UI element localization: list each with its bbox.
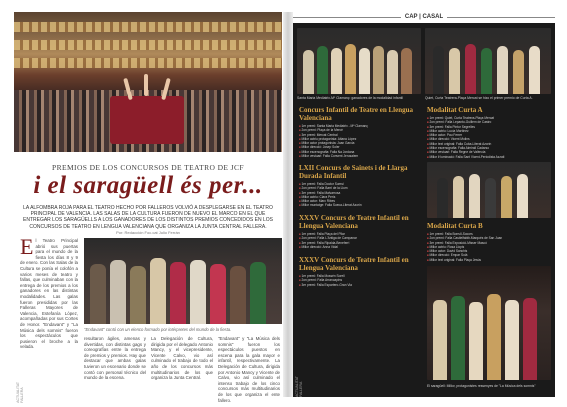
person <box>523 298 537 380</box>
award-line: ■ Millor escenografia: Falla Almirall Cadarso <box>427 146 551 150</box>
award-line: ■ 2on premi: Falla Arrancapins <box>299 278 421 282</box>
award-line: ■ Millor actriu: Lucía Martínez <box>427 129 551 133</box>
award-category-title: Concurs Infantil de Teatre en Llengua Valenciana <box>299 106 414 122</box>
body-column-1 <box>20 234 78 350</box>
award-line: ■ 3er premi: Falla Espartero-Gran Via <box>299 283 421 287</box>
person <box>485 178 496 218</box>
person <box>451 296 465 380</box>
person <box>437 178 448 218</box>
person <box>529 46 540 94</box>
cast-photo-large <box>427 266 551 380</box>
winners-photo-1 <box>297 28 421 94</box>
award-list <box>299 124 421 158</box>
body-text: l Teatro Principal abrió sus puertas para el mundo de la fiesta los días 8 y 9 de enero. Con las Salas de la Cultura se ponía el colofón a varios meses de teatro y fallas, que culminaban con la entrega de los premios a los ganadores en las distintas modalidades. Las galas fueron presididas por las Falleras Mayores de Valencia, Estefanía López, acompañadas por sus Cortes de Honor. "Endavant" y "La Música dels somnis" fueron los espectáculos que pusieron el broche a la velada. <box>20 238 78 350</box>
award-line: ■ 3er premi: Falla Exposició-Misser Mascó <box>427 241 551 245</box>
performer <box>190 260 206 324</box>
award-line: ■ Millor escenografia: Falla Na Jordana <box>299 150 421 154</box>
body-column-2: resultaron ágiles, amenas y divertidas, con distintas gags y coreografías entre la entrega de premios y premios. Hay que destacar que ambas galas tuvieron un escenario donde se contó con personal técnico del mundo de la escena. <box>84 336 146 381</box>
award-category-title: LXII Concurs de Sainets i de Llarga Durada Infantil <box>299 164 408 180</box>
performer <box>150 258 166 324</box>
winners-photo-2 <box>425 28 551 94</box>
award-line: ■ 1er premi: Falla Mossén Sorell <box>299 274 421 278</box>
award-list <box>299 182 421 208</box>
page-folio: ACTUALITAT FALLERA <box>295 376 303 397</box>
award-line: ■ Millor muntatge: Falla Sueca-Literat Azorín <box>299 203 421 207</box>
award-category-title: Modalitat Curta B <box>427 222 483 230</box>
performer <box>230 266 246 324</box>
person <box>453 176 464 218</box>
performer <box>110 260 126 324</box>
photo-caption: "Endavant" contó con un elenco formado por intérpretes del mundo de la fiesta. <box>84 327 232 332</box>
award-category-title: XXXV Concurs de Teatre Infantil en Llengua Valenciana <box>299 214 409 230</box>
balcony-tier <box>14 40 282 50</box>
photo-caption: Quiet, Curta Teatrera-Plaça Mercat se hizo el primer premio de Curta A. <box>425 96 533 100</box>
award-list <box>299 232 421 249</box>
person <box>303 50 314 94</box>
performer <box>90 264 106 324</box>
person <box>433 46 444 94</box>
award-line: ■ Millor actor: Pau Ferrer <box>427 133 551 137</box>
person <box>487 294 501 380</box>
award-list <box>427 116 551 159</box>
right-page <box>293 12 555 397</box>
body-column-4: "Endavant" y "La Música dels somnis" fueron los espectáculos puestos en escena para la gala mayor e infantil, respectivamente. La Delegación de Cultura, dirigida por Antonio Mancy y Vicente de Calvo, vio así culminado el intenso trabajo de los cinco concursos más multitudinarios de los que organiza el ente fallero. <box>218 336 280 403</box>
person <box>359 48 370 94</box>
person <box>469 302 483 380</box>
award-line: ■ 2on premi: Falla Castielfabib-Marqués de San Juan <box>427 236 551 240</box>
award-line: ■ Millor actriu protagonista: Aitana López <box>299 137 421 141</box>
section-label: CAP | CASAL <box>401 14 447 20</box>
person <box>513 50 524 94</box>
balcony-tier <box>14 58 282 68</box>
photo-caption: El saragüell: Millor, protagonistes ressenyes de "La Música dels somnis" <box>427 384 536 388</box>
person <box>469 174 480 218</box>
award-line: ■ 3er premi: Falla Ripalda-Beneferri <box>299 241 421 245</box>
person <box>465 44 476 94</box>
performer <box>130 266 146 324</box>
award-line: ■ 1er premi: Falla Plaça del Pilar <box>299 232 421 236</box>
award-line: ■ Millor actriu: Rosa Llopis <box>427 245 551 249</box>
photo-caption: Santa Maria Mediatrix-Mº Clamanç: ganadores de la modalidad infantil <box>297 96 404 100</box>
award-line: ■ Millor actriu: Clara Peris <box>299 195 421 199</box>
raised-arm <box>144 74 148 96</box>
award-line: ■ Millor il·luminació: Falla Sant Vicent-Periodista Azzati <box>427 155 551 159</box>
balcony-tier <box>14 22 282 32</box>
award-line: ■ 2on premi: Falla L'Antiga de Campanar <box>299 236 421 240</box>
award-line: ■ Millor text original: Falla Cuba-Literat Azorín <box>427 142 551 146</box>
award-line: ■ Millor actor: Marc Ribes <box>299 199 421 203</box>
person <box>401 48 412 94</box>
award-category-title: XXXV Concurs de Teatre Infantil en Llengua Valenciana <box>299 256 409 272</box>
performer <box>250 262 266 324</box>
award-line: ■ 1er premi: Santa Maria Mediatrix - Mª Clamanç <box>299 124 421 128</box>
award-line: ■ Millor actor: David Sanchis <box>427 249 551 253</box>
person <box>481 48 492 94</box>
article-kicker: PREMIOS DE LOS CONCURSOS DE TEATRO DE JCF <box>52 163 244 172</box>
page-folio: ACTUALITAT FALLERA <box>16 382 24 403</box>
award-line: ■ 1er premi: Falla Borrull-Socors <box>427 232 551 236</box>
stage-cast-photo <box>84 238 282 324</box>
award-line: ■ 1er premi: Falla Doctor Sumsi <box>299 182 421 186</box>
person <box>317 46 328 94</box>
section-header <box>293 12 555 23</box>
award-line: ■ Millor direcció: Empar Solà <box>427 253 551 257</box>
section-label-wrap <box>293 12 555 23</box>
award-line: ■ 2on premi: Plaça de la Mercè <box>299 128 421 132</box>
person <box>517 174 528 218</box>
performer <box>210 264 226 324</box>
award-line: ■ Millor direcció: Anna Vidal <box>299 245 421 249</box>
award-line: ■ Millor direcció: Josep Soler <box>299 145 421 149</box>
article-headline: i el saragüell és per... <box>33 172 263 199</box>
person <box>331 48 342 94</box>
person <box>345 44 356 94</box>
winners-photo-3 <box>427 162 551 218</box>
award-category-title: Modalitat Curta A <box>427 106 483 114</box>
article-byline: Por: Redacción Foc.cat Julio Ferrán <box>116 230 180 235</box>
award-line: ■ 2on premi: Falla Barri de la Llum <box>299 186 421 190</box>
award-list <box>427 232 551 262</box>
award-list <box>299 274 421 287</box>
drop-cap: E <box>20 234 34 259</box>
article-lede: LA ALFOMBRA ROJA PARA EL TEATRO HECHO POR FALLEROS VOLVIÓ A DESPLEGARSE EN EL TEATRO PRINCIPAL DE VALENCIA. LAS SALAS DE LA CULTURA FUERON DE NUEVO EL MARCO EN EL QUE ENTREGAR LOS SARAGÜELLS A LOS GANADORES DE LOS DISTINTOS PREMIOS CONCEDIDOS EN LOS CONCURSOS DE TEATRO EN LENGUA VALENCIANA QUE ORGANIZA LA JUNTA CENTRAL FALLERA. <box>23 205 273 230</box>
award-line: ■ 3er premi: Mercat Central <box>299 133 421 137</box>
hero-photo-theatre-audience <box>14 12 282 152</box>
body-column-3: La Delegación de Cultura, dirigida por el delegado Antonio Mancy, y el vicepresidente, Vicente Calvo, vio así culminado el trabajo de todo el año de los concursos más multitudinarios de los que organiza la Junta Central. <box>151 336 213 381</box>
award-line: ■ 1er premi: Quiet, Curta Teatrera-Plaça Mercat <box>427 116 551 120</box>
award-line: ■ Millor text original: Falla Plaça Jesús <box>427 258 551 262</box>
performer <box>170 262 186 324</box>
award-line: ■ Millor vestuari: Falla Regne de València <box>427 150 551 154</box>
person <box>373 46 384 94</box>
person <box>505 300 519 380</box>
award-line: ■ 3er premi: Falla Malvarrosa <box>299 191 421 195</box>
award-line: ■ Millor vestuari: Falla Convent Jerusalem <box>299 154 421 158</box>
person <box>433 300 447 380</box>
award-line: ■ Millor direcció: Vicent Molins <box>427 137 551 141</box>
person <box>449 48 460 94</box>
person <box>501 176 512 218</box>
award-line: ■ Millor actor protagonista: Joan Garcia <box>299 141 421 145</box>
left-page <box>14 12 282 403</box>
award-line: ■ 3er premi: Falla Pintor Segrelles <box>427 125 551 129</box>
person <box>387 50 398 94</box>
person <box>497 46 508 94</box>
award-line: ■ 2on premi: Falla Lepanto-Guillem de Castro <box>427 120 551 124</box>
stage-group <box>110 96 184 144</box>
book-spine <box>283 12 293 397</box>
